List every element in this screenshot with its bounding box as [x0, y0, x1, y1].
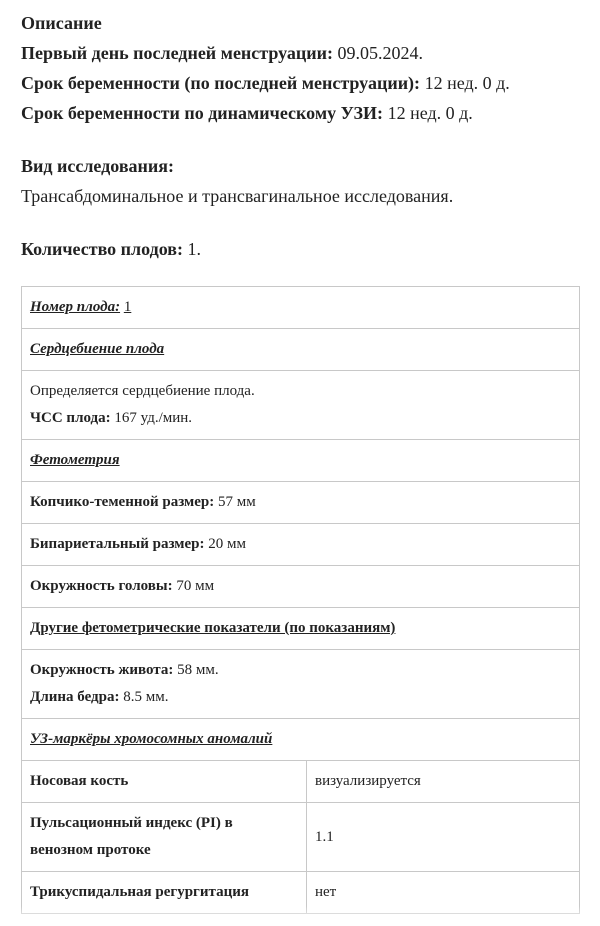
- fetus-number-value: 1: [123, 299, 132, 315]
- bottom-fade: [0, 906, 600, 926]
- bpd-label: Бипариетальный размер:: [30, 536, 205, 552]
- table-row: [22, 440, 580, 482]
- table-row: [22, 719, 580, 761]
- bpd-cell: [22, 524, 580, 566]
- study-type-label: Вид исследования:: [21, 156, 175, 176]
- fetus-table: [21, 286, 580, 914]
- marker-label: Трикуспидальная регургитация: [22, 872, 307, 914]
- heartbeat-section-cell: [22, 329, 580, 371]
- heart-rate-line: [30, 405, 571, 432]
- crl-label: Копчико-теменной размер:: [30, 494, 215, 510]
- crl-cell: [22, 482, 580, 524]
- table-row: [22, 329, 580, 371]
- ga-us-label: Срок беременности по динамическому УЗИ:: [21, 103, 384, 123]
- table-row: [22, 608, 580, 650]
- ac-line: [30, 657, 571, 684]
- study-type-value: Трансабдоминальное и трансвагинальное исследования.: [21, 186, 454, 206]
- other-section-title: Другие фетометрические показатели (по показаниям): [30, 620, 396, 636]
- ga-lmp-line: [21, 68, 510, 98]
- table-row: [22, 761, 580, 803]
- heartbeat-text: Определяется сердцебиение плода.: [30, 383, 255, 399]
- ac-label: Окружность живота:: [30, 662, 174, 678]
- markers-section-title: УЗ-маркёры хромосомных аномалий: [30, 731, 273, 747]
- bpd-value: 20 мм: [208, 536, 246, 552]
- marker-value: нет: [307, 872, 580, 914]
- fetus-number-label: Номер плода:: [30, 299, 121, 315]
- hc-label: Окружность головы:: [30, 578, 173, 594]
- fetus-count-line: [21, 234, 201, 264]
- table-row: [22, 371, 580, 440]
- hc-cell: [22, 566, 580, 608]
- marker-value: визуализируется: [307, 761, 580, 803]
- fetus-number-cell: [22, 287, 580, 329]
- fl-line: [30, 684, 571, 711]
- ga-lmp-label: Срок беременности (по последней менструации):: [21, 73, 421, 93]
- hc-value: 70 мм: [176, 578, 215, 594]
- markers-section-cell: [22, 719, 580, 761]
- heart-rate-value: 167 уд./мин.: [114, 410, 193, 426]
- ga-lmp-value: 12 нед. 0 д.: [424, 73, 510, 93]
- ga-us-line: [21, 98, 473, 128]
- table-row: [22, 650, 580, 719]
- lmp-label: Первый день последней менструации:: [21, 43, 333, 63]
- heart-rate-label: ЧСС плода:: [30, 410, 111, 426]
- heartbeat-cell: [22, 371, 580, 440]
- fl-label: Длина бедра:: [30, 689, 120, 705]
- lmp-line: [21, 38, 423, 68]
- fetus-count-value: 1.: [187, 239, 201, 259]
- marker-label: Носовая кость: [22, 761, 307, 803]
- ga-us-value: 12 нед. 0 д.: [387, 103, 473, 123]
- table-row: [22, 803, 580, 872]
- fetometry-section-cell: [22, 440, 580, 482]
- marker-label: Пульсационный индекс (PI) в венозном протоке: [22, 803, 307, 872]
- marker-value: 1.1: [307, 803, 580, 872]
- ac-fl-cell: [22, 650, 580, 719]
- ac-value: 58 мм.: [177, 662, 219, 678]
- heartbeat-section-title: Сердцебиение плода: [30, 341, 165, 357]
- table-row: [22, 566, 580, 608]
- table-row: [22, 524, 580, 566]
- table-row: [22, 482, 580, 524]
- crl-value: 57 мм: [218, 494, 256, 510]
- lmp-value: 09.05.2024.: [337, 43, 423, 63]
- fl-value: 8.5 мм.: [123, 689, 169, 705]
- fetus-count-label: Количество плодов:: [21, 239, 183, 259]
- other-section-cell: [22, 608, 580, 650]
- description-title: Описание: [21, 13, 102, 33]
- table-row: [22, 287, 580, 329]
- fetometry-section-title: Фетометрия: [30, 452, 120, 468]
